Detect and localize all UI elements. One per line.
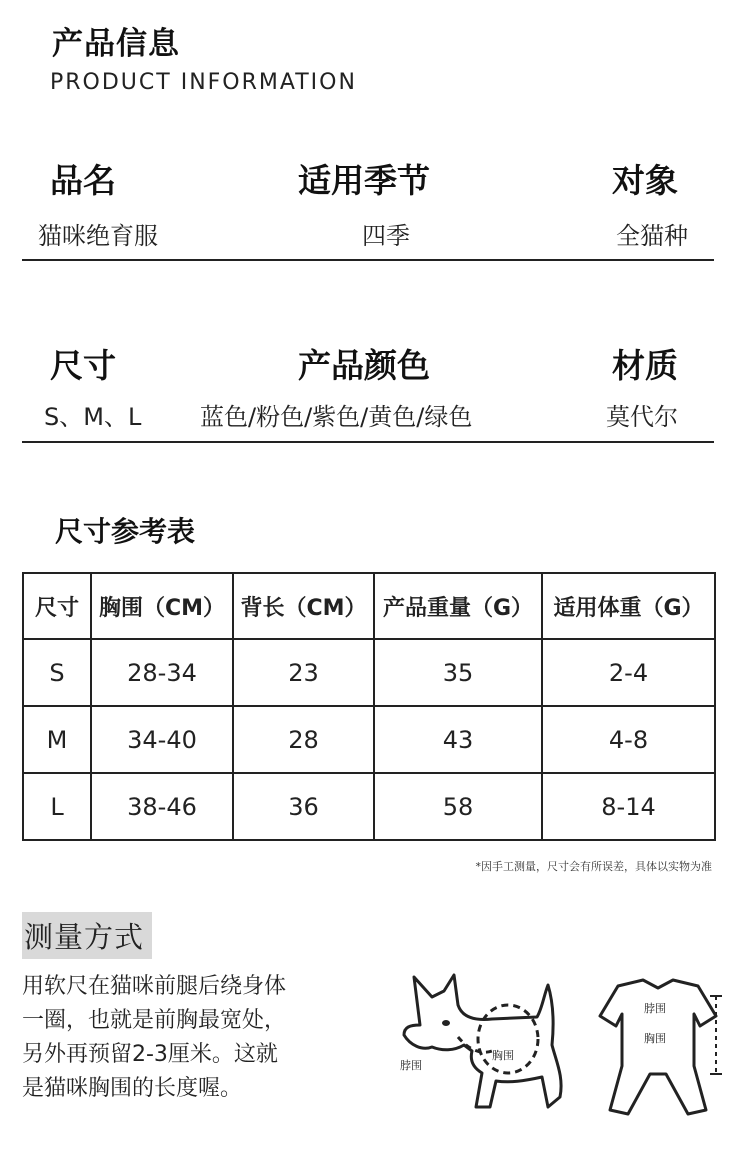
table-cell: M: [23, 706, 91, 773]
table-header-cell: 尺寸: [23, 573, 91, 639]
table-cell: 35: [374, 639, 542, 706]
measurement-note: *因手工测量，尺寸会有所误差，具体以实物为准: [475, 860, 712, 873]
label-color: 产品颜色: [298, 346, 430, 385]
table-row: [23, 773, 715, 840]
page-title: 产品信息: [52, 26, 180, 62]
page-subtitle: PRODUCT INFORMATION: [50, 70, 357, 95]
table-cell: 43: [374, 706, 542, 773]
label-material: 材质: [612, 346, 678, 385]
table-row: [23, 706, 715, 773]
instruction-line: 一圈，也就是前胸最宽处，: [22, 1008, 287, 1033]
value-product-name: 猫咪绝育服: [38, 222, 158, 250]
garment-outline-icon: [600, 980, 716, 1114]
table-cell: 34-40: [91, 706, 233, 773]
table-header-cell: 产品重量（G）: [374, 573, 542, 639]
garment-chest-label: 胸围: [644, 1032, 666, 1045]
value-size: S、M、L: [44, 403, 142, 431]
table-cell: 28-34: [91, 639, 233, 706]
label-product-name: 品名: [50, 161, 116, 200]
value-season: 四季: [362, 222, 410, 250]
table-cell: 4-8: [542, 706, 715, 773]
label-size: 尺寸: [50, 346, 116, 385]
measure-instructions: [22, 970, 372, 1106]
table-cell: S: [23, 639, 91, 706]
table-header-row: [23, 573, 715, 639]
table-row: [23, 639, 715, 706]
table-cell: L: [23, 773, 91, 840]
instruction-line: 是猫咪胸围的长度喔。: [22, 1076, 243, 1101]
table-header-cell: 背长（CM）: [233, 573, 374, 639]
garment-neck-label: 脖围: [644, 1002, 666, 1015]
cat-chest-label: 胸围: [492, 1049, 514, 1062]
size-chart-table: [22, 572, 716, 841]
table-cell: 28: [233, 706, 374, 773]
measure-method-tag: 测量方式: [22, 912, 152, 959]
table-cell: 38-46: [91, 773, 233, 840]
instruction-line: 另外再预留2-3厘米。这就: [22, 1042, 278, 1067]
table-cell: 58: [374, 773, 542, 840]
size-chart-title: 尺寸参考表: [55, 515, 196, 548]
value-material: 莫代尔: [606, 403, 678, 431]
table-cell: 36: [233, 773, 374, 840]
value-color: 蓝色/粉色/紫色/黄色/绿色: [200, 403, 473, 431]
label-target: 对象: [612, 161, 678, 200]
table-cell: 2-4: [542, 639, 715, 706]
cat-measure-diagram: [392, 965, 582, 1120]
table-cell: 23: [233, 639, 374, 706]
table-header-cell: 适用体重（G）: [542, 573, 715, 639]
divider-2: [22, 441, 714, 443]
value-target: 全猫种: [616, 222, 688, 250]
cat-neck-label: 脖围: [400, 1059, 422, 1072]
label-season: 适用季节: [298, 161, 430, 200]
instruction-line: 用软尺在猫咪前腿后绕身体: [22, 974, 287, 999]
table-header-cell: 胸围（CM）: [91, 573, 233, 639]
garment-measure-diagram: [598, 970, 724, 1118]
table-cell: 8-14: [542, 773, 715, 840]
divider-1: [22, 259, 714, 261]
